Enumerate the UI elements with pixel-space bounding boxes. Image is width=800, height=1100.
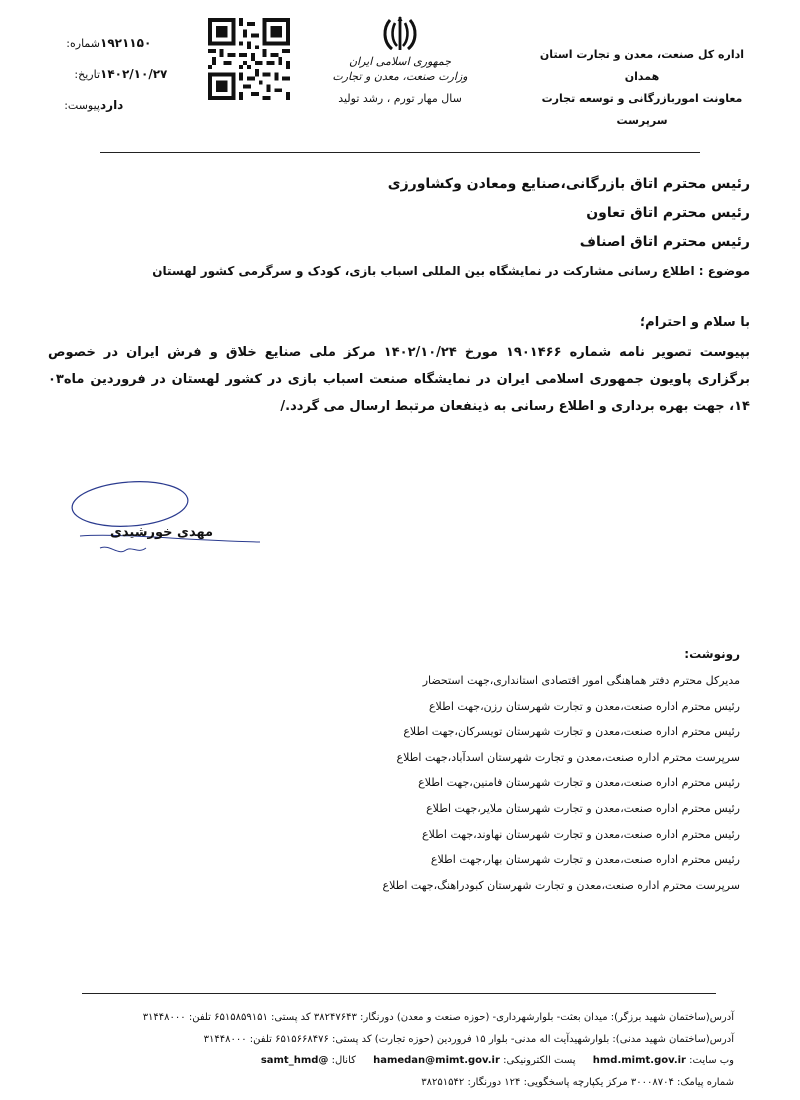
footer-divider bbox=[82, 993, 716, 994]
qr-code bbox=[208, 18, 290, 100]
iran-emblem-icon bbox=[380, 14, 420, 54]
cc-item: مدیرکل محترم دفتر هماهنگی امور اقتصادی استانداری،جهت استحضار bbox=[422, 674, 740, 687]
email-label: پست الکترونیکی: bbox=[503, 1055, 576, 1066]
email-link[interactable]: hamedan@mimt.gov.ir bbox=[373, 1055, 500, 1066]
recipient-line: رئیس محترم اتاق بازرگانی،صنایع ومعادن وکشاورزی bbox=[387, 176, 750, 192]
cc-item: رئیس محترم اداره صنعت،معدن و تجارت شهرستان فامنین،جهت اطلاع bbox=[418, 776, 740, 790]
recipient-line: رئیس محترم اتاق تعاون bbox=[586, 205, 750, 221]
ministry-emblem-block bbox=[320, 14, 480, 105]
letter-number-row bbox=[58, 36, 180, 67]
cc-item: رئیس محترم اداره صنعت،معدن و تجارت شهرستان نهاوند،جهت اطلاع bbox=[422, 827, 740, 841]
cc-item: رئیس محترم اداره صنعت،معدن و تجارت شهرستان رزن،جهت اطلاع bbox=[428, 699, 740, 713]
cc-item: سرپرست محترم اداره صنعت،معدن و تجارت شهرستان اسدآباد،جهت اطلاع bbox=[396, 750, 740, 764]
letter-meta bbox=[58, 36, 180, 129]
cc-item: رئیس محترم اداره صنعت،معدن و تجارت شهرستان بهار،جهت اطلاع bbox=[430, 853, 740, 867]
letter-date: ۱۴۰۲/۱۰/۲۷ bbox=[100, 67, 168, 81]
letter-attachment-label: پیوست: bbox=[64, 99, 100, 112]
letter-subject: موضوع : اطلاع رسانی مشارکت در نمایشگاه بین المللی اسباب بازی، کودک و سرگرمی کشور لهستان bbox=[152, 264, 750, 278]
cc-item: رئیس محترم اداره صنعت،معدن و تجارت شهرستان تویسرکان،جهت اطلاع bbox=[403, 725, 740, 739]
letter-number: ۱۹۲۱۱۵۰ bbox=[100, 36, 152, 50]
year-slogan: سال مهار تورم ، رشد تولید bbox=[338, 92, 462, 105]
letter-body: بپیوست تصویر نامه شماره ۱۹۰۱۴۶۶ مورخ ۱۴۰۲/۱۰/۲۴ مرکز ملی صنایع خلاق و فرش ایران در خصوص برگزاری پاویون جمهوری اسلامی ایران در نمایشگاه صنعت اسباب بازی در کشور لهستان در فروردین ماه۰۳ ۱۴، جهت بهره برداری و اطلاع رسانی به ذینفعان مرتبط ارسال می گردد./ bbox=[48, 345, 750, 414]
signer-name: مهدی خورشیدی bbox=[110, 525, 214, 540]
greeting: با سلام و احترام؛ bbox=[639, 315, 750, 330]
letter-number-label: شماره: bbox=[66, 37, 100, 50]
website-label: وب سایت: bbox=[689, 1055, 734, 1066]
cc-title: رونوشت: bbox=[684, 647, 740, 661]
footer-contact: شماره پیامک: ۳۰۰۰۸۷۰۴ مرکز یکپارچه پاسخگویی: ۱۲۴ دورنگار: ۳۸۲۵۱۵۴۲ bbox=[421, 1076, 734, 1088]
website-link[interactable]: hmd.mimt.gov.ir bbox=[592, 1055, 686, 1066]
org-line: اداره کل صنعت، معدن و تجارت استان همدان bbox=[539, 48, 745, 83]
header-divider bbox=[100, 152, 700, 153]
cc-list bbox=[320, 668, 740, 898]
organization-header bbox=[532, 44, 752, 132]
recipient-line: رئیس محترم اتاق اصناف bbox=[579, 234, 750, 250]
org-line: سرپرست bbox=[616, 114, 668, 127]
country-name: جمهوری اسلامی ایران bbox=[348, 55, 452, 68]
org-line: معاونت اموربازرگانی و توسعه تجارت bbox=[541, 92, 743, 105]
footer bbox=[52, 1007, 734, 1093]
ministry-name: وزارت صنعت، معدن و تجارت bbox=[332, 70, 468, 83]
footer-address-1: آدرس(ساختمان شهید برزگر): میدان بعثت- بلوارشهرداری- (حوزه صنعت و معدن) دورنگار: ۳۸۲۴۷۶۴۳ کد پستی: ۶۵۱۵۸۵۹۱۵۱ تلفن: ۳۱۴۴۸۰۰۰ bbox=[142, 1012, 734, 1023]
footer-web-row bbox=[52, 1050, 734, 1072]
channel-label: کانال: bbox=[331, 1055, 356, 1066]
letter-attachment-row bbox=[58, 98, 180, 129]
handwritten-signature bbox=[60, 478, 270, 568]
channel-link[interactable]: @samt_hmd bbox=[260, 1055, 329, 1066]
footer-address-2: آدرس(ساختمان شهید مدنی): بلوارشهیدآیت اله مدنی- بلوار ۱۵ فروردین (حوزه تجارت) کد پستی: ۶۵۱۵۶۶۸۴۷۶ تلفن: ۳۱۴۴۸۰۰۰ bbox=[203, 1033, 734, 1045]
cc-item: سرپرست محترم اداره صنعت،معدن و تجارت شهرستان کبودراهنگ،جهت اطلاع bbox=[382, 878, 740, 892]
letter-attachment: دارد bbox=[100, 98, 124, 112]
recipients bbox=[150, 170, 750, 257]
letter-date-row bbox=[58, 67, 180, 98]
cc-item: رئیس محترم اداره صنعت،معدن و تجارت شهرستان ملایر،جهت اطلاع bbox=[426, 801, 740, 815]
letter-date-label: تاریخ: bbox=[74, 68, 100, 81]
